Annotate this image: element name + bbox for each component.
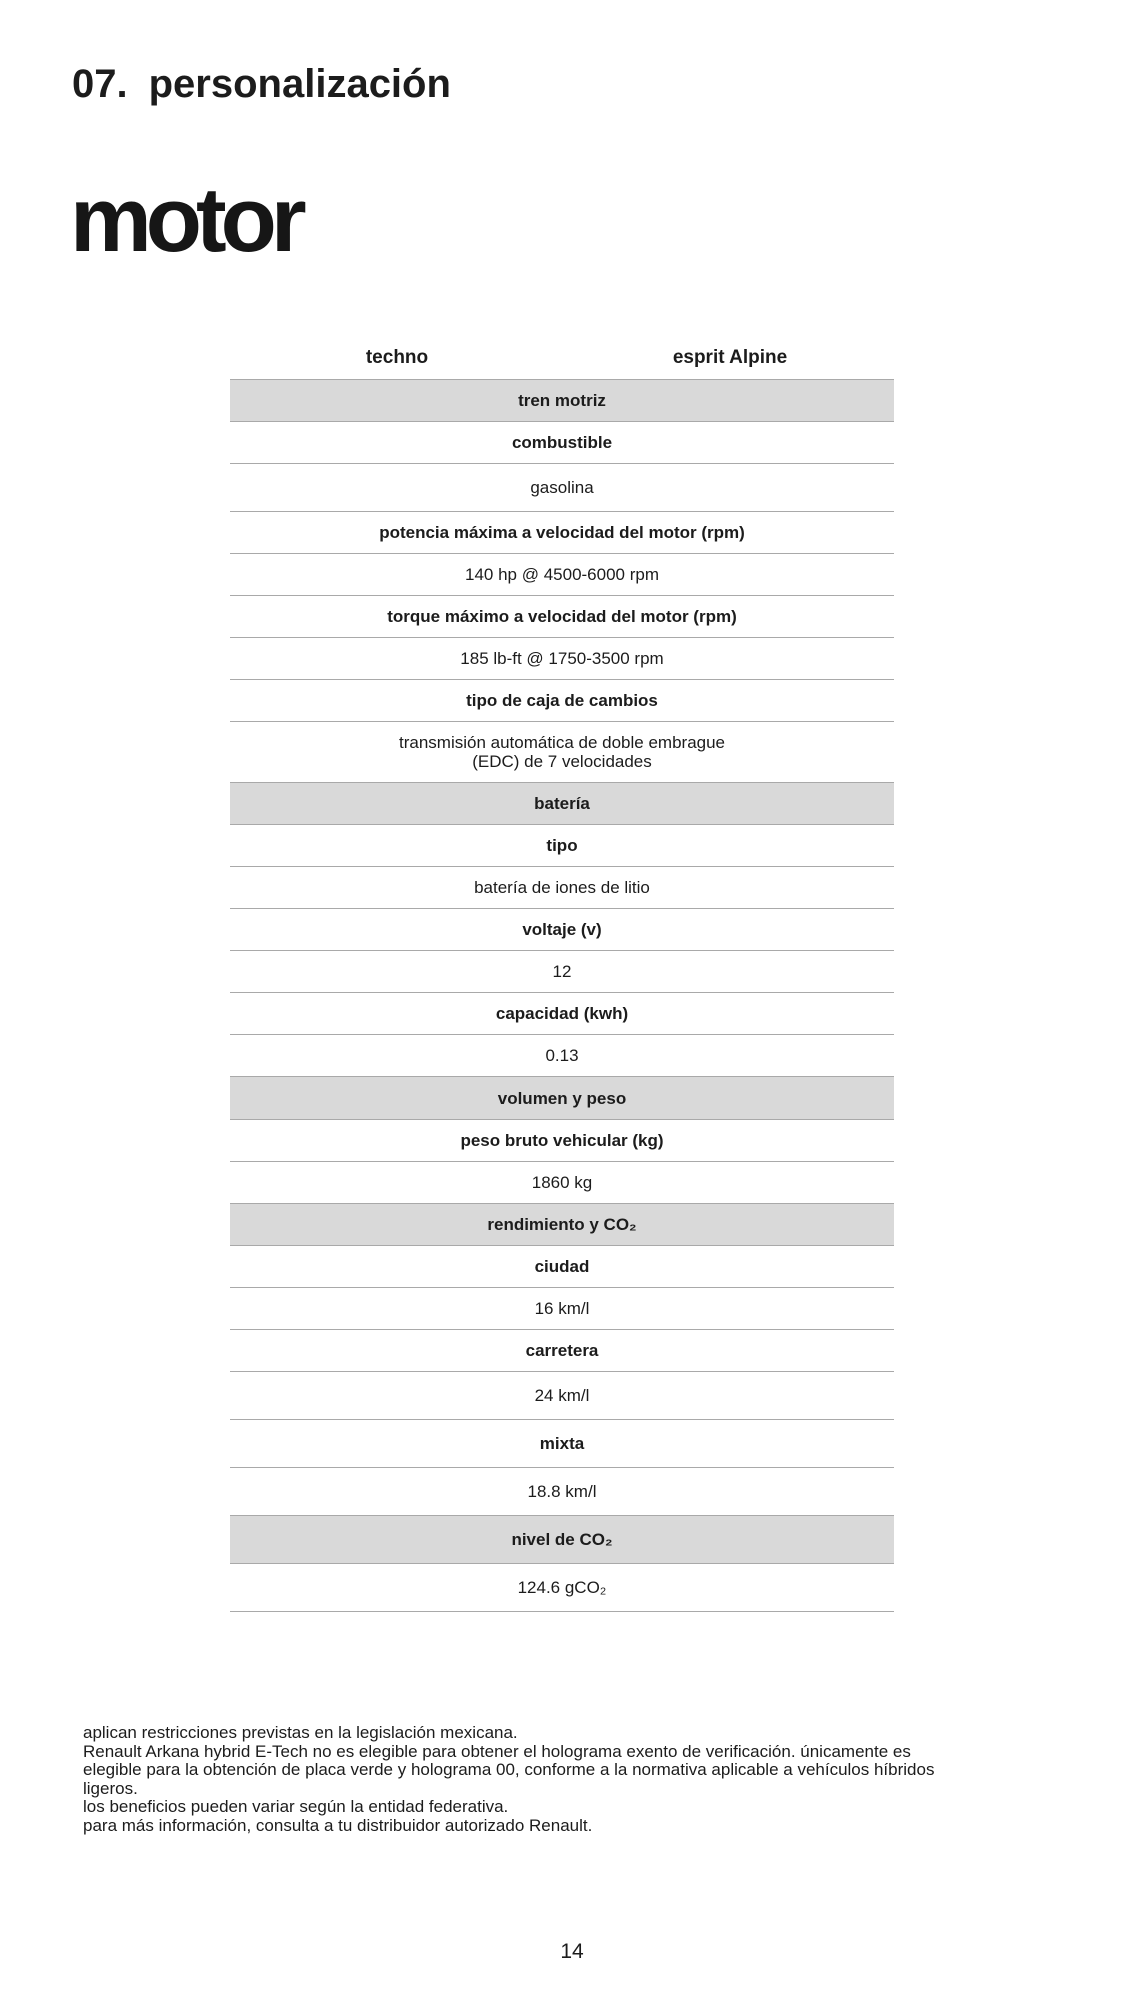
page-number: 14 [560,1940,584,1963]
spec-value-row: 24 km/l [230,1372,894,1420]
spec-label-row: combustible [230,422,894,464]
footnote-line: los beneficios pueden variar según la entidad federativa. [83,1797,509,1817]
page-heading: motor [70,169,301,271]
spec-section-row: tren motriz [230,380,894,422]
spec-value-row: batería de iones de litio [230,867,894,909]
column-header-techno: techno [365,347,429,368]
spec-table [230,379,894,1612]
spec-value-row: 124.6 gCO₂ [230,1564,894,1612]
spec-section-row: batería [230,783,894,825]
column-header-esprit-alpine: esprit Alpine [672,347,788,368]
footnote-line: elegible para la obtención de placa verde y holograma 00, conforme a la normativa aplicable a vehículos híbridos [83,1760,935,1780]
footnote-line: aplican restricciones previstas en la legislación mexicana. [83,1723,518,1742]
footnote [83,1724,934,1836]
spec-value-row: gasolina [230,464,894,512]
spec-value-row: 0.13 [230,1035,894,1077]
section-title: personalización [148,62,451,106]
spec-label-row: voltaje (v) [230,909,894,951]
spec-value-row: 140 hp @ 4500-6000 rpm [230,554,894,596]
spec-value-row: 16 km/l [230,1288,894,1330]
footnote-line: ligeros. [83,1778,138,1798]
spec-label-row: carretera [230,1330,894,1372]
spec-label-row: potencia máxima a velocidad del motor (rpm) [230,512,894,554]
spec-label-row: tipo [230,825,894,867]
spec-label-row: torque máximo a velocidad del motor (rpm) [230,596,894,638]
spec-value-row: 12 [230,951,894,993]
spec-section-row: volumen y peso [230,1077,894,1120]
section-number: 07. [72,62,128,106]
footnote-line: Renault Arkana hybrid E-Tech no es elegible para obtener el holograma exento de verificación. únicamente es [83,1741,911,1761]
footnote-line: para más información, consulta a tu distribuidor autorizado Renault. [83,1815,593,1835]
spec-label-row: ciudad [230,1246,894,1288]
spec-section-row: rendimiento y CO₂ [230,1204,894,1246]
spec-value-row: 185 lb-ft @ 1750-3500 rpm [230,638,894,680]
section-header [72,64,451,104]
spec-label-row: capacidad (kwh) [230,993,894,1035]
spec-value-row: transmisión automática de doble embrague (EDC) de 7 velocidades [230,722,894,783]
spec-label-row: peso bruto vehicular (kg) [230,1120,894,1162]
spec-section-row: nivel de CO₂ [230,1516,894,1564]
spec-label-row: mixta [230,1420,894,1468]
spec-label-row: tipo de caja de cambios [230,680,894,722]
spec-value-row: 1860 kg [230,1162,894,1204]
spec-value-row: 18.8 km/l [230,1468,894,1516]
